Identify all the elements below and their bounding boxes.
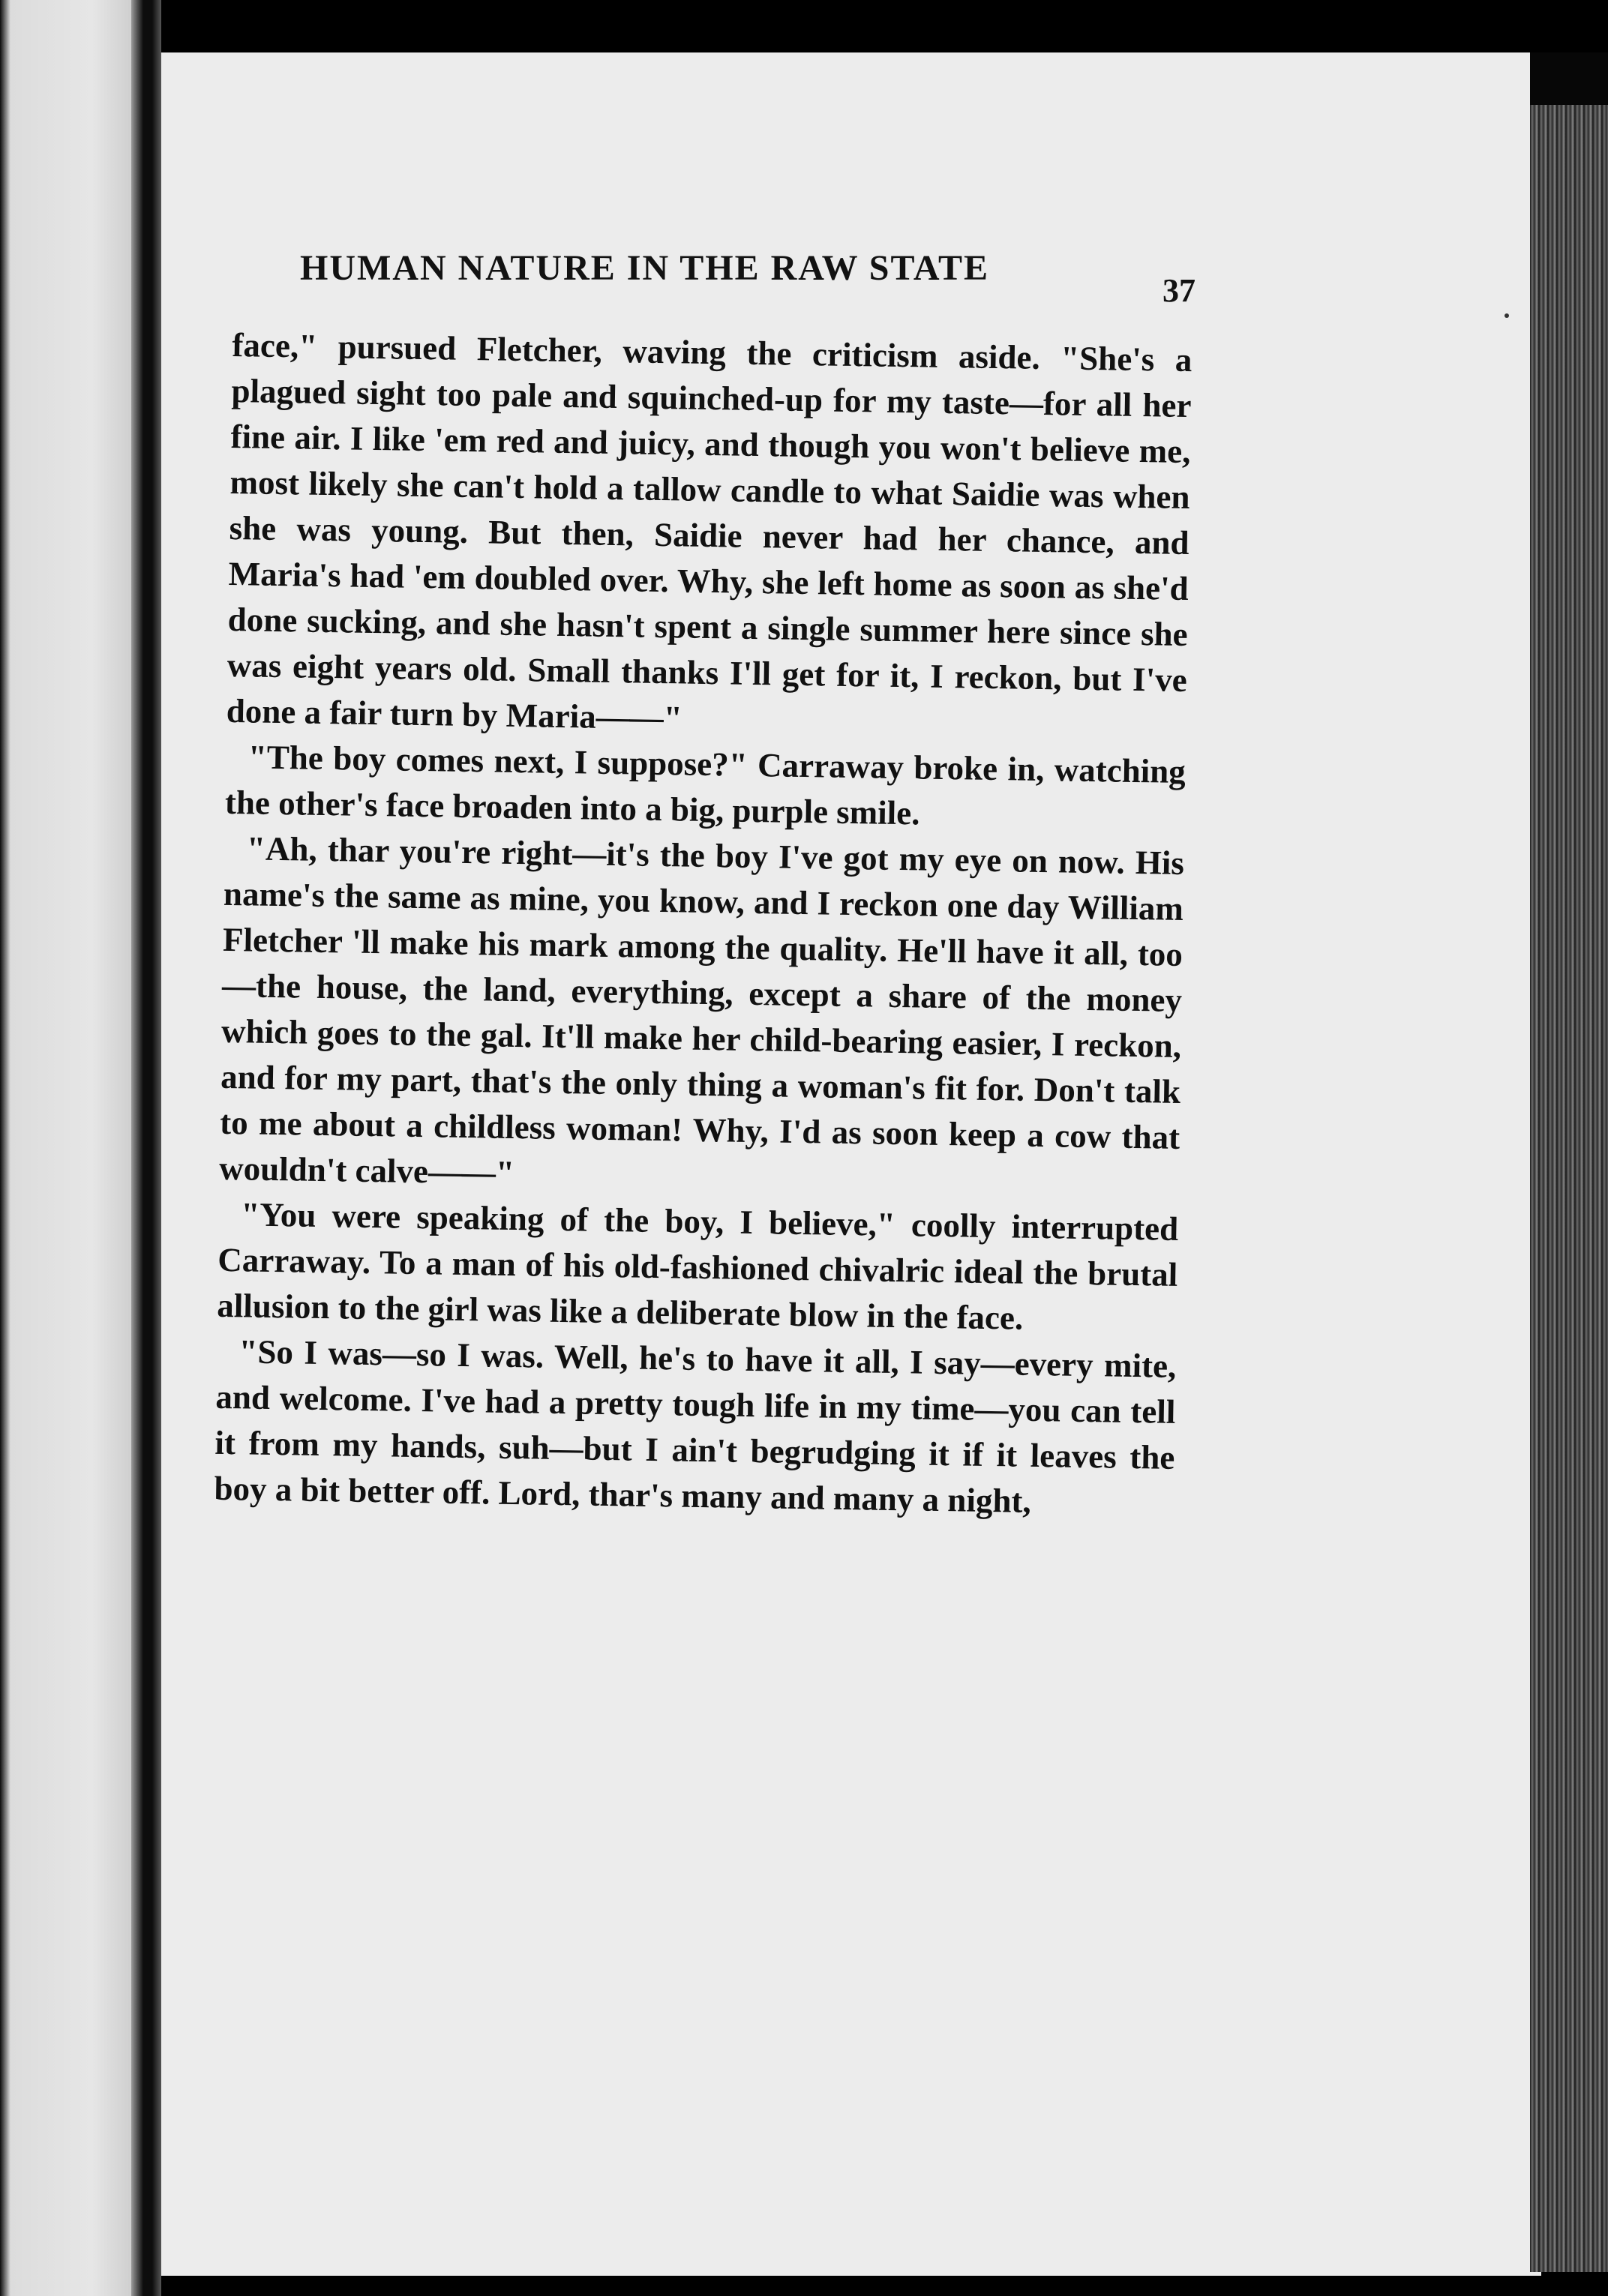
paragraph: "You were speaking of the boy, I believe," coolly interrupted Carraway. To a man of his old-fashioned chivalric ideal the brutal allusion to the girl was like a deliberate blow in the face. [217, 1195, 1179, 1337]
ink-speck [1504, 313, 1509, 318]
page-stack-shadow [1530, 52, 1608, 105]
running-head: HUMAN NATURE IN THE RAW STATE [300, 248, 990, 288]
page-stack-edge [1530, 105, 1608, 2272]
body-text [214, 322, 1192, 1527]
paragraph: "So I was—so I was. Well, he's to have it all, I say—every mite, and welcome. I've had a pretty tough life in my time—you can tell it from my hands, suh—but I ain't begrudging it if it leaves the boy a bit better off. Lord, thar's many and many a night, [214, 1332, 1177, 1520]
previous-page-edge [0, 0, 131, 2296]
paragraph: "Ah, thar you're right—it's the boy I've got my eye on now. His name's the same as mine, you know, and I reckon one day William Fletcher 'll make his mark among the quality. He'll have it all, too—the house, the land, everything, except a share of the money which goes to the gal. It'll make her child-bearing easier, I reckon, and for my part, that's the only thing a woman's fit for. Don't talk to me about a childless woman! Why, I'd as soon keep a cow that wouldn't calve——" [218, 829, 1185, 1192]
paragraph: "The boy comes next, I suppose?" Carraway broke in, watching the other's face broaden into a big, purple smile. [224, 738, 1186, 832]
book-gutter [131, 0, 161, 2296]
page-number: 37 [1162, 272, 1196, 309]
paragraph: face," pursued Fletcher, waving the criticism aside. "She's a plagued sight too pale and squinched-up for my taste—for all her fine air. I like 'em red and juicy, and though you won't believe me, most likely she can't hold a tallow candle to what Saidie was when she was young. But then, Saidie never had her chance, and Maria's had 'em doubled over. Why, she left home as soon as she'd done sucking, and she hasn't spent a single summer here since she was eight years old. Small thanks I'll get for it, I reckon, but I've done a fair turn by Maria——" [226, 325, 1192, 737]
